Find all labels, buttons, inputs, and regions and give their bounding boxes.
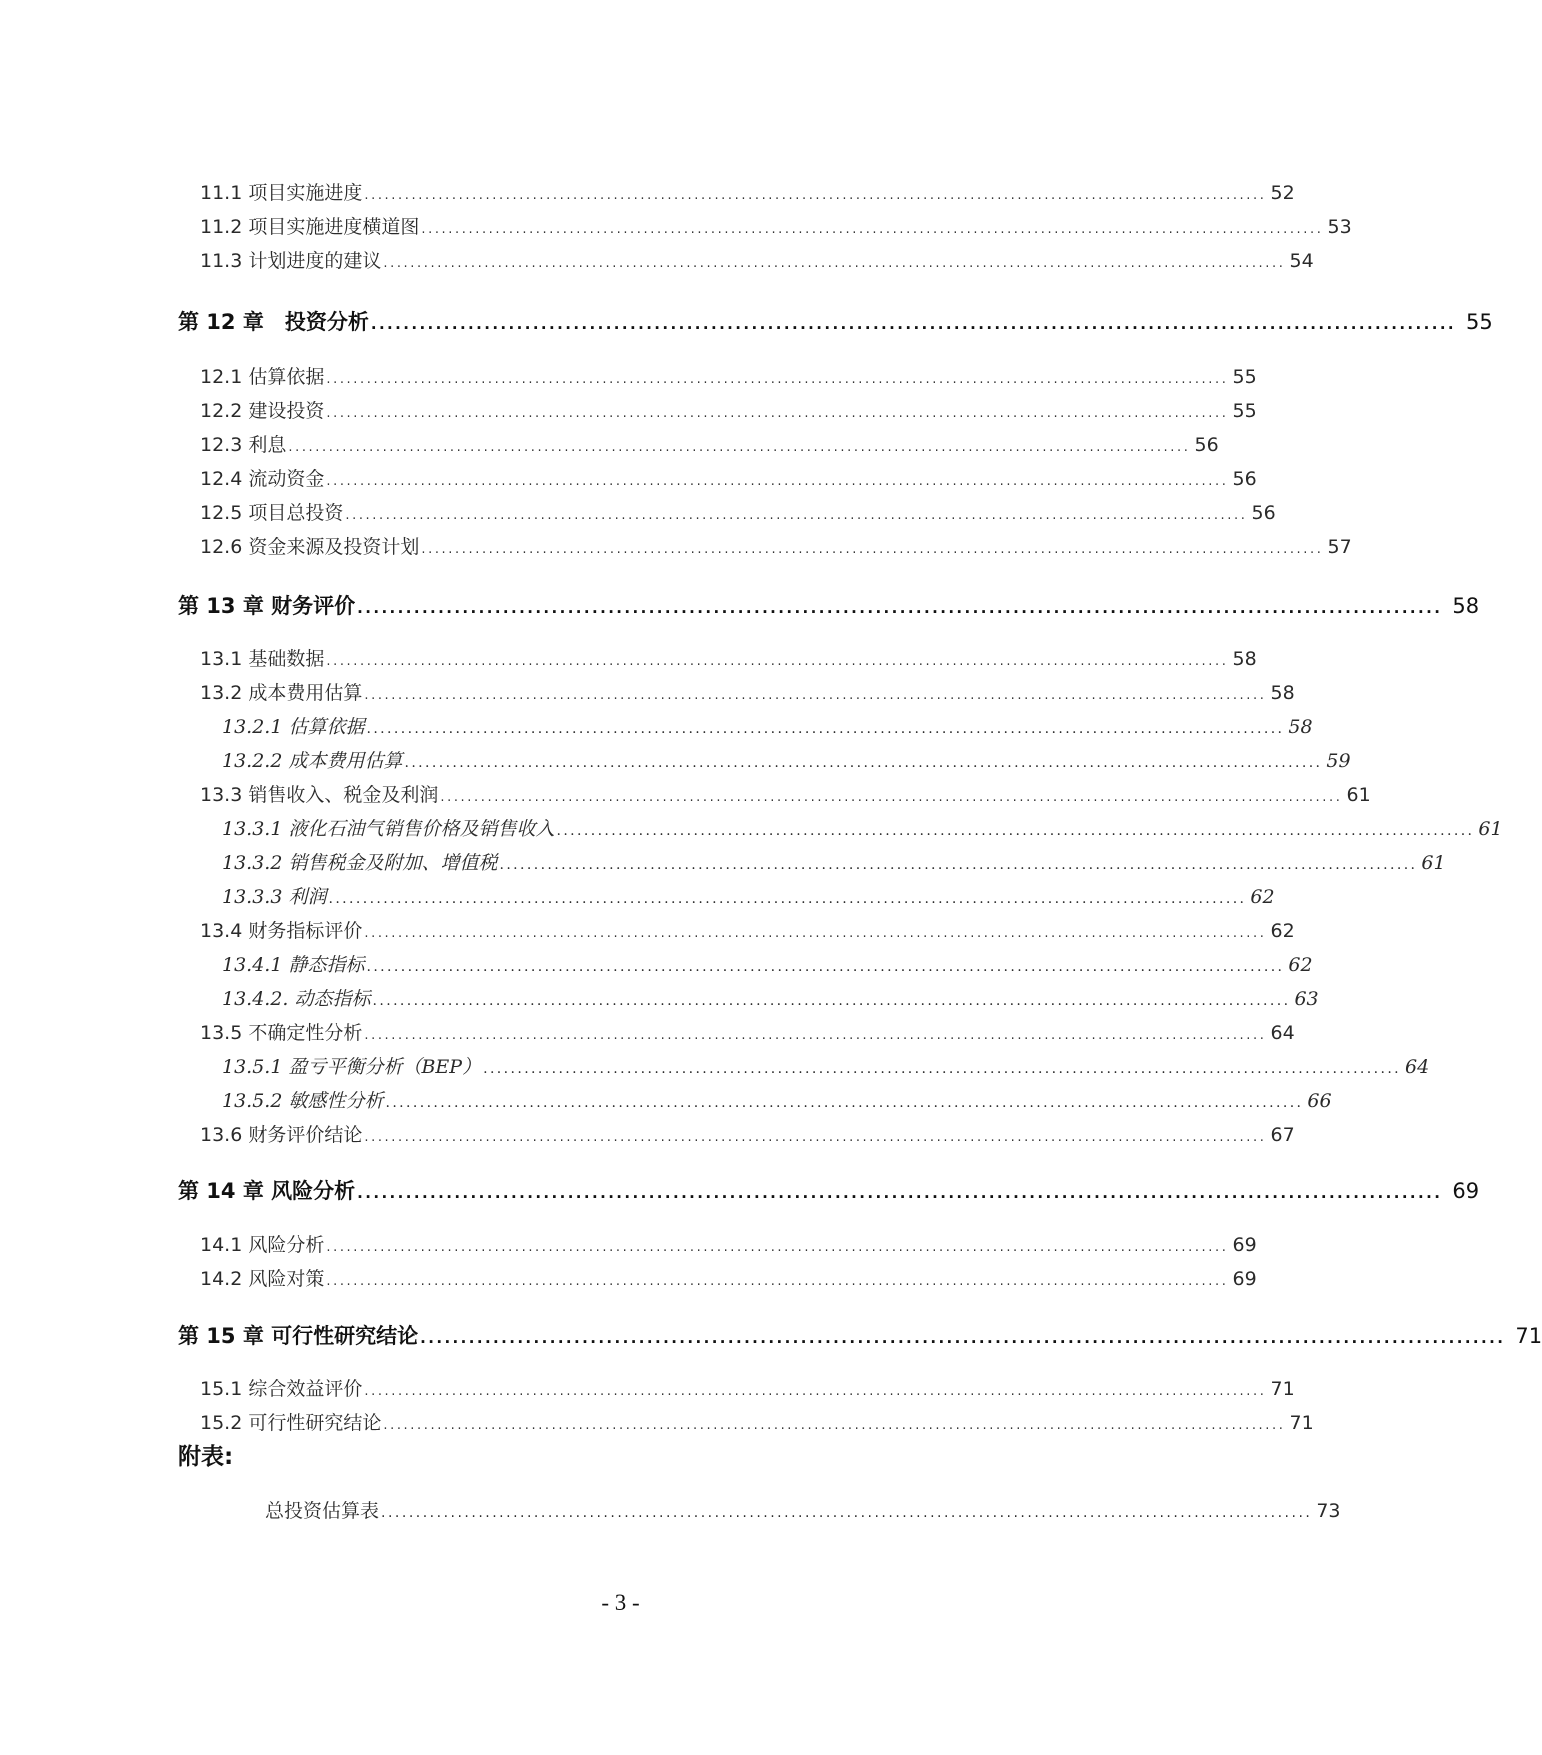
appendix-heading: 附表: (178, 1444, 234, 1470)
toc-entry-title: 12.1 估算依据 (200, 366, 325, 388)
toc-chapter-page: 55 (1466, 310, 1493, 334)
toc-leader-dots: ...................................................................................................................................... (404, 755, 1323, 771)
toc-entry[interactable] (200, 246, 1314, 273)
toc-leader-dots: ...................................................................................................................................... (370, 315, 1457, 333)
toc-leader-dots: ...................................................................................................................................... (483, 1061, 1402, 1077)
toc-chapter-entry[interactable] (178, 306, 1493, 336)
toc-leader-dots: ...................................................................................................................................... (381, 1505, 1313, 1521)
toc-subentry[interactable] (222, 1086, 1332, 1113)
toc-subentry-title: 13.2.2 成本费用估算 (222, 750, 403, 772)
toc-leader-dots: ...................................................................................................................................... (326, 372, 1229, 387)
toc-entry-title: 12.2 建设投资 (200, 400, 325, 422)
toc-entry[interactable] (200, 1018, 1295, 1045)
toc-entry[interactable] (200, 430, 1219, 457)
toc-entry-page: 57 (1327, 536, 1352, 558)
toc-leader-dots: ...................................................................................................................................... (357, 1184, 1443, 1202)
toc-subentry-title: 13.3.3 利润 (222, 886, 327, 908)
toc-subentry-page: 64 (1405, 1056, 1430, 1078)
toc-entry-page: 55 (1232, 366, 1257, 388)
toc-entry[interactable] (200, 678, 1295, 705)
toc-leader-dots: ...................................................................................................................................... (364, 1384, 1267, 1399)
toc-entry[interactable] (200, 464, 1257, 491)
toc-chapter-page: 69 (1452, 1179, 1480, 1203)
toc-chapter-entry[interactable] (178, 1175, 1480, 1205)
toc-entry[interactable] (200, 532, 1352, 559)
toc-chapter-entry[interactable] (178, 590, 1480, 620)
toc-entry-title: 13.5 不确定性分析 (200, 1022, 363, 1044)
toc-chapter-title: 第 15 章 可行性研究结论 (178, 1324, 419, 1348)
toc-entry-title: 11.1 项目实施进度 (200, 182, 363, 204)
toc-chapter-page: 71 (1515, 1324, 1542, 1348)
toc-chapter-title: 第 13 章 财务评价 (178, 594, 356, 618)
toc-entry-page: 54 (1289, 250, 1314, 272)
toc-entry-title: 15.1 综合效益评价 (200, 1378, 363, 1400)
toc-entry-page: 56 (1194, 434, 1219, 456)
toc-subentry[interactable] (222, 984, 1319, 1011)
toc-leader-dots: ...................................................................................................................................... (328, 891, 1247, 907)
toc-entry-page: 69 (1232, 1234, 1257, 1256)
toc-subentry-title: 13.2.1 估算依据 (222, 716, 365, 738)
toc-entry-title: 13.1 基础数据 (200, 648, 325, 670)
toc-subentry-title: 13.5.2 敏感性分析 (222, 1090, 384, 1112)
toc-subentry-title: 13.3.2 销售税金及附加、增值税 (222, 852, 498, 874)
page-number: - 3 - (601, 1590, 640, 1615)
toc-leader-dots: ...................................................................................................................................... (372, 993, 1291, 1009)
toc-subentry[interactable] (222, 848, 1446, 875)
toc-chapter-entry[interactable] (178, 1320, 1542, 1350)
toc-entry-page: 71 (1270, 1378, 1295, 1400)
toc-entry[interactable] (200, 1374, 1295, 1401)
toc-entry[interactable] (200, 498, 1276, 525)
toc-chapter-title: 第 12 章 投资分析 (178, 310, 369, 334)
toc-entry[interactable] (200, 1408, 1314, 1435)
toc-subentry-title: 13.5.1 盈亏平衡分析（BEP） (222, 1056, 482, 1078)
toc-leader-dots: ...................................................................................................................................... (326, 474, 1229, 489)
toc-subentry[interactable] (222, 1052, 1430, 1079)
toc-leader-dots: ...................................................................................................................................... (556, 823, 1475, 839)
toc-subentry-page: 62 (1250, 886, 1275, 908)
toc-leader-dots: ...................................................................................................................................... (364, 688, 1267, 703)
toc-entry[interactable] (200, 1120, 1295, 1147)
toc-leader-dots: ...................................................................................................................................... (326, 406, 1229, 421)
toc-entry-page: 58 (1270, 682, 1295, 704)
toc-entry-title: 12.6 资金来源及投资计划 (200, 536, 420, 558)
toc-subentry-page: 62 (1288, 954, 1313, 976)
toc-entry-page: 62 (1270, 920, 1295, 942)
toc-leader-dots: ...................................................................................................................................... (288, 440, 1191, 455)
toc-leader-dots: ...................................................................................................................................... (326, 654, 1229, 669)
toc-entry[interactable] (200, 780, 1371, 807)
toc-leader-dots: ...................................................................................................................................... (421, 222, 1324, 237)
appendix-entry-page: 73 (1316, 1500, 1341, 1522)
toc-leader-dots: ...................................................................................................................................... (364, 1130, 1267, 1145)
toc-entry-page: 53 (1327, 216, 1352, 238)
toc-entry-page: 69 (1232, 1268, 1257, 1290)
toc-leader-dots: ...................................................................................................................................... (440, 790, 1343, 805)
toc-entry-page: 71 (1289, 1412, 1314, 1434)
toc-entry-title: 14.1 风险分析 (200, 1234, 325, 1256)
toc-entry-page: 56 (1232, 468, 1257, 490)
toc-entry-title: 12.3 利息 (200, 434, 287, 456)
toc-subentry[interactable] (222, 814, 1503, 841)
toc-subentry-page: 59 (1326, 750, 1351, 772)
toc-leader-dots: ...................................................................................................................................... (421, 542, 1324, 557)
toc-entry-page: 64 (1270, 1022, 1295, 1044)
toc-leader-dots: ...................................................................................................................................... (326, 1274, 1229, 1289)
toc-entry-title: 11.3 计划进度的建议 (200, 250, 382, 272)
toc-subentry-page: 61 (1421, 852, 1446, 874)
toc-entry[interactable] (200, 916, 1295, 943)
appendix-entry[interactable] (265, 1496, 1341, 1523)
toc-subentry[interactable] (222, 882, 1275, 909)
toc-entry-title: 13.4 财务指标评价 (200, 920, 363, 942)
toc-leader-dots: ...................................................................................................................................... (345, 508, 1248, 523)
toc-leader-dots: ...................................................................................................................................... (326, 1240, 1229, 1255)
toc-entry-page: 52 (1270, 182, 1295, 204)
appendix-entry-title: 总投资估算表 (265, 1500, 380, 1522)
toc-leader-dots: ...................................................................................................................................... (366, 959, 1285, 975)
toc-entry[interactable] (200, 212, 1352, 239)
toc-subentry-title: 13.4.1 静态指标 (222, 954, 365, 976)
toc-leader-dots: ...................................................................................................................................... (364, 1028, 1267, 1043)
toc-subentry[interactable] (222, 746, 1351, 773)
toc-leader-dots: ...................................................................................................................................... (385, 1095, 1304, 1111)
toc-entry-title: 12.5 项目总投资 (200, 502, 344, 524)
toc-entry[interactable] (200, 1264, 1257, 1291)
toc-entry[interactable] (200, 644, 1257, 671)
toc-entry-title: 13.3 销售收入、税金及利润 (200, 784, 439, 806)
toc-entry[interactable] (200, 362, 1257, 389)
toc-entry-title: 13.6 财务评价结论 (200, 1124, 363, 1146)
toc-chapter-title: 第 14 章 风险分析 (178, 1179, 356, 1203)
toc-entry-title: 12.4 流动资金 (200, 468, 325, 490)
toc-entry-page: 67 (1270, 1124, 1295, 1146)
toc-subentry-page: 63 (1294, 988, 1319, 1010)
toc-leader-dots: ...................................................................................................................................... (383, 256, 1286, 271)
toc-entry-title: 11.2 项目实施进度横道图 (200, 216, 420, 238)
toc-entry-page: 56 (1251, 502, 1276, 524)
toc-subentry-page: 58 (1288, 716, 1313, 738)
toc-subentry[interactable] (222, 712, 1313, 739)
toc-chapter-page: 58 (1452, 594, 1480, 618)
toc-entry[interactable] (200, 396, 1257, 423)
toc-leader-dots: ...................................................................................................................................... (499, 857, 1418, 873)
toc-entry-page: 55 (1232, 400, 1257, 422)
toc-leader-dots: ...................................................................................................................................... (383, 1418, 1286, 1433)
toc-entry[interactable] (200, 1230, 1257, 1257)
toc-subentry[interactable] (222, 950, 1313, 977)
toc-subentry-title: 13.4.2. 动态指标 (222, 988, 371, 1010)
toc-entry-title: 13.2 成本费用估算 (200, 682, 363, 704)
toc-subentry-page: 61 (1478, 818, 1503, 840)
toc-leader-dots: ...................................................................................................................................... (366, 721, 1285, 737)
toc-entry[interactable] (200, 178, 1295, 205)
toc-subentry-title: 13.3.1 液化石油气销售价格及销售收入 (222, 818, 555, 840)
toc-entry-page: 58 (1232, 648, 1257, 670)
toc-subentry-page: 66 (1307, 1090, 1332, 1112)
toc-entry-page: 61 (1346, 784, 1371, 806)
toc-leader-dots: ...................................................................................................................................... (420, 1329, 1506, 1347)
toc-entry-title: 15.2 可行性研究结论 (200, 1412, 382, 1434)
toc-leader-dots: ...................................................................................................................................... (364, 926, 1267, 941)
toc-entry-title: 14.2 风险对策 (200, 1268, 325, 1290)
toc-leader-dots: ...................................................................................................................................... (364, 188, 1267, 203)
toc-leader-dots: ...................................................................................................................................... (357, 599, 1443, 617)
